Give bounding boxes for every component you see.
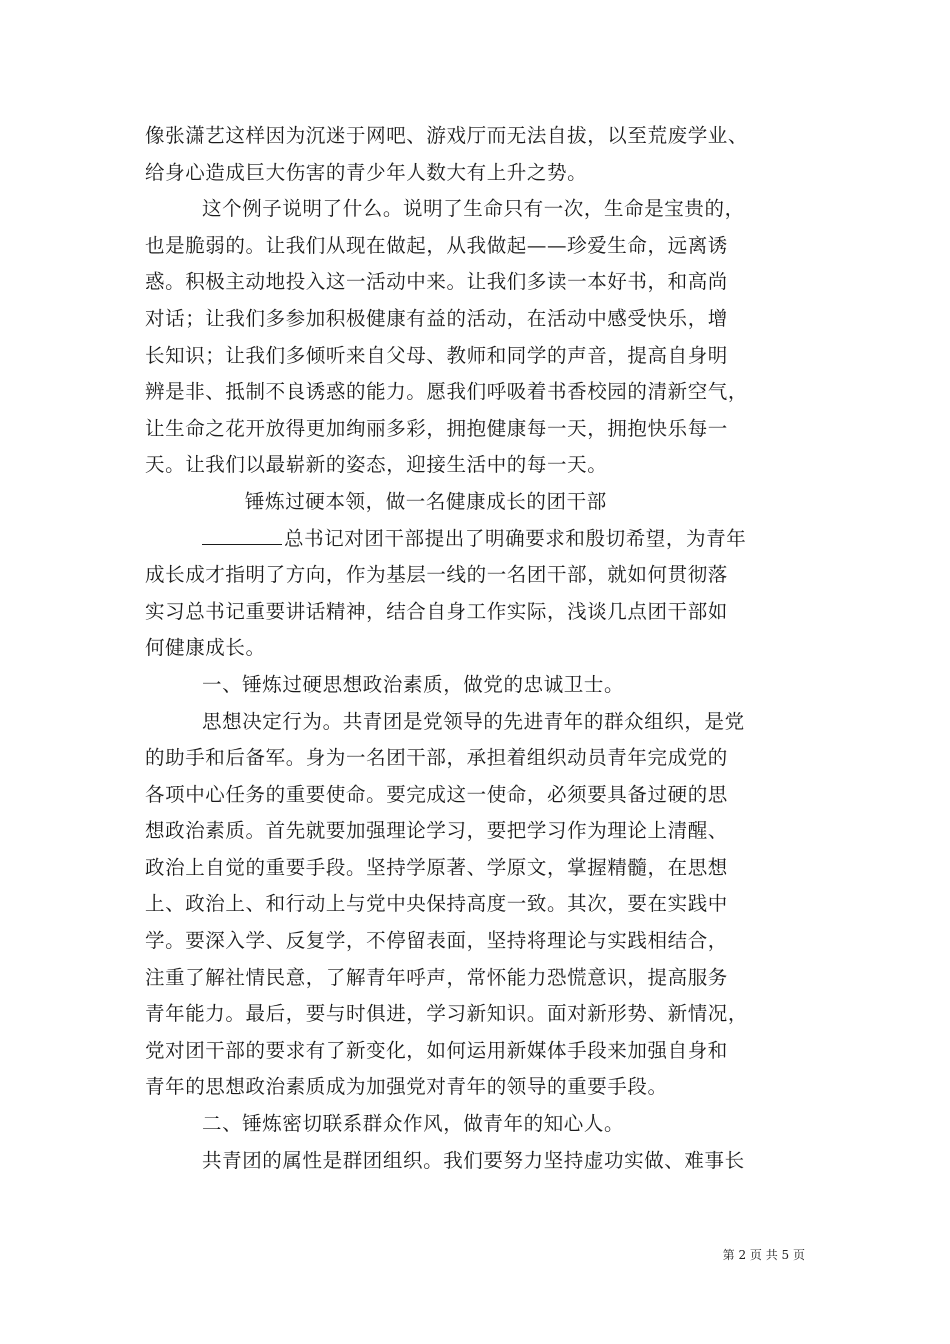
text-line: 给身心造成巨大伤害的青少年人数大有上升之势。 xyxy=(145,160,588,184)
text-line: 惑。积极主动地投入这一活动中来。让我们多读一本好书，和高尚 xyxy=(145,270,728,294)
section-heading: 二、锤炼密切联系群众作风，做青年的知心人。 xyxy=(202,1112,625,1136)
paragraph-start: 共青团的属性是群团组织。我们要努力坚持虚功实做、难事长 xyxy=(202,1148,745,1172)
text-line: 对话；让我们多参加积极健康有益的活动，在活动中感受快乐，增 xyxy=(145,306,728,330)
text-line: 何健康成长。 xyxy=(145,636,266,660)
paragraph-start: 这个例子说明了什么。说明了生命只有一次，生命是宝贵的， xyxy=(202,197,745,221)
text-line: 政治上自觉的重要手段。坚持学原著、学原文，掌握精髓，在思想 xyxy=(145,855,728,879)
text-line: 想政治素质。首先就要加强理论学习，要把学习作为理论上清醒、 xyxy=(145,819,728,843)
text-line: 天。让我们以最崭新的姿态，迎接生活中的每一天。 xyxy=(145,453,608,477)
text-line: 也是脆弱的。让我们从现在做起，从我做起——珍爱生命，远离诱 xyxy=(145,233,728,257)
page-number: 第 2 页 共 5 页 xyxy=(722,1248,805,1262)
text-line: 辨是非、抵制不良诱惑的能力。愿我们呼吸着书香校园的清新空气， xyxy=(145,380,749,404)
text-line: 各项中心任务的重要使命。要完成这一使命，必须要具备过硬的思 xyxy=(145,782,728,806)
text-line: 青年能力。最后，要与时俱进，学习新知识。面对新形势、新情况， xyxy=(145,1002,749,1026)
text-line: 党对团干部的要求有了新变化，如何运用新媒体手段来加强自身和 xyxy=(145,1038,728,1062)
text-line: 青年的思想政治素质成为加强党对青年的领导的重要手段。 xyxy=(145,1075,668,1099)
paragraph-start xyxy=(145,521,825,558)
text-span: 总书记对团干部提出了明确要求和殷切希望，为青年 xyxy=(284,526,747,550)
blank-underline xyxy=(202,522,282,545)
document-body xyxy=(145,118,825,1179)
paragraph-start: 思想决定行为。共青团是党领导的先进青年的群众组织，是党 xyxy=(202,709,745,733)
text-line: 注重了解社情民意，了解青年呼声，常怀能力恐慌意识，提高服务 xyxy=(145,965,728,989)
text-line: 长知识；让我们多倾听来自父母、教师和同学的声音，提高自身明 xyxy=(145,343,728,367)
text-line: 学。要深入学、反复学，不停留表面，坚持将理论与实践相结合， xyxy=(145,929,728,953)
text-line: 成长成才指明了方向，作为基层一线的一名团干部，就如何贯彻落 xyxy=(145,563,728,587)
text-line: 让生命之花开放得更加绚丽多彩，拥抱健康每一天，拥抱快乐每一 xyxy=(145,416,728,440)
section-title: 锤炼过硬本领，做一名健康成长的团干部 xyxy=(245,489,607,513)
text-line: 实习总书记重要讲话精神，结合自身工作实际，浅谈几点团干部如 xyxy=(145,599,728,623)
text-line: 像张潇艺这样因为沉迷于网吧、游戏厅而无法自拔，以至荒废学业、 xyxy=(145,124,749,147)
section-heading: 一、锤炼过硬思想政治素质，做党的忠诚卫士。 xyxy=(202,672,625,696)
text-line: 的助手和后备军。身为一名团干部，承担着组织动员青年完成党的 xyxy=(145,746,728,770)
text-line: 上、政治上、和行动上与党中央保持高度一致。其次，要在实践中 xyxy=(145,892,728,916)
